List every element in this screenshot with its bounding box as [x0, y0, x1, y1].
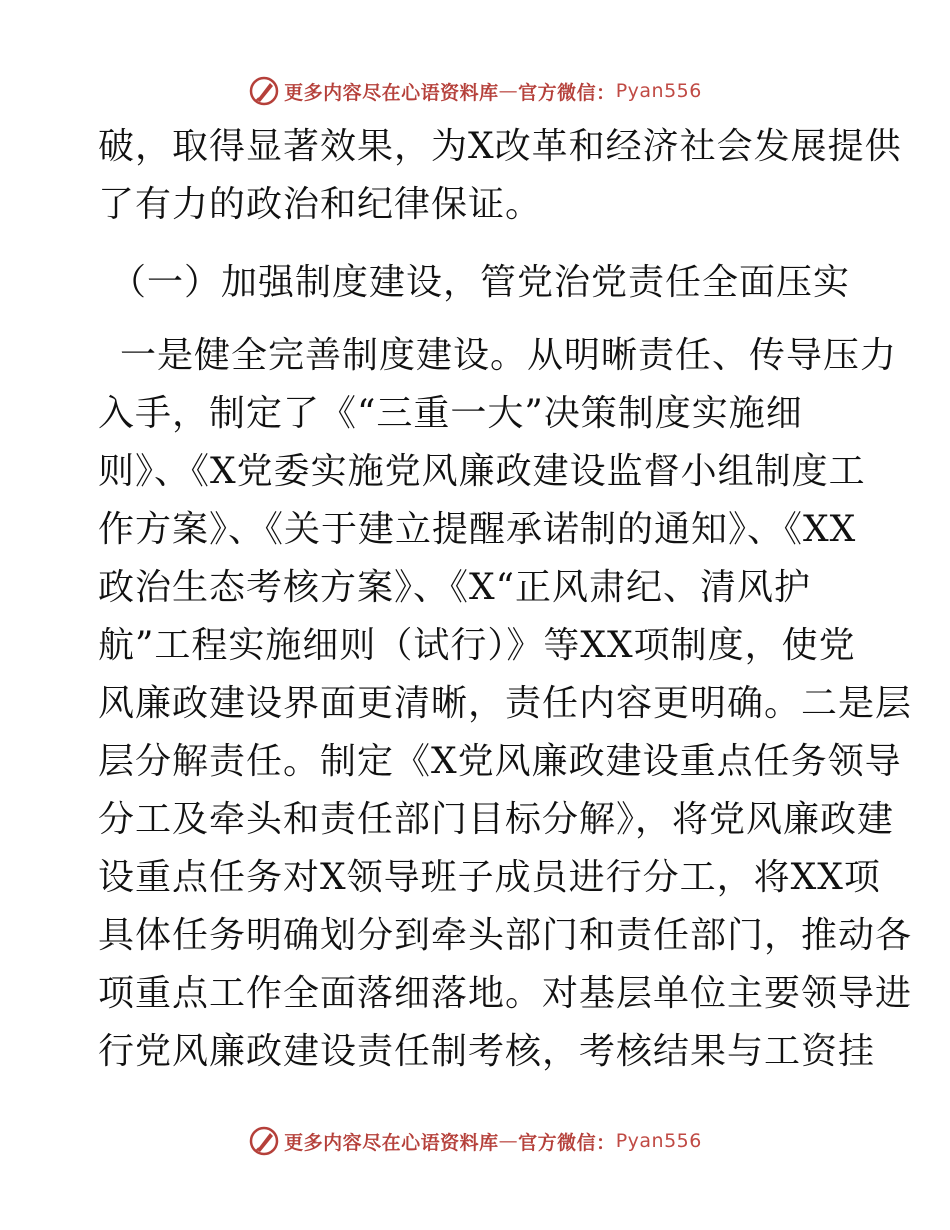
watermark-wechat-label: 官方微信： [518, 81, 616, 104]
quill-pen-icon [248, 1125, 280, 1157]
header-watermark [0, 71, 950, 111]
watermark-wechat-id: Pyan556 [615, 1130, 702, 1152]
watermark-wechat-label: 官方微信： [518, 1131, 616, 1154]
text-line: 层分解责任。制定《X党风廉政建设重点任务领导 [98, 741, 902, 782]
watermark-separator: — [498, 1130, 519, 1152]
text-line: 行党风廉政建设责任制考核，考核结果与工资挂 [98, 1031, 876, 1072]
quill-pen-icon [248, 75, 280, 107]
text-line: 则》、《X党委实施党风廉政建设监督小组制度工 [98, 451, 866, 492]
text-line: 项重点工作全面落细落地。对基层单位主要领导进 [98, 973, 913, 1014]
text-line: 作方案》、《关于建立提醒承诺制的通知》、《XX [98, 509, 857, 550]
text-line: 设重点任务对X领导班子成员进行分工，将XX项 [98, 857, 881, 898]
text-line: 了有力的政治和纪律保证。 [98, 184, 543, 225]
paragraph-start-line: 一是健全完善制度建设。从明晰责任、传导压力 [120, 335, 898, 376]
text-line: 风廉政建设界面更清晰，责任内容更明确。二是层 [98, 683, 913, 724]
watermark-separator: — [498, 80, 519, 102]
footer-watermark [0, 1121, 950, 1161]
watermark-wechat-id: Pyan556 [615, 80, 702, 102]
text-line: 分工及牵头和责任部门目标分解》，将党风廉政建 [98, 799, 895, 840]
text-line: 政治生态考核方案》、《X“正风肃纪、清风护 [98, 567, 812, 608]
watermark-brand: 更多内容尽在心语资料库 [284, 1131, 499, 1154]
text-line: 具体任务明确划分到牵头部门和责任部门，推动各 [98, 915, 913, 956]
section-heading: （一）加强制度建设，管党治党责任全面压实 [110, 262, 851, 303]
text-line: 航”工程实施细则（试行）》等XX项制度，使党 [98, 625, 856, 666]
text-line: 破，取得显著效果，为X改革和经济社会发展提供 [98, 126, 902, 167]
watermark-brand: 更多内容尽在心语资料库 [284, 81, 499, 104]
text-line: 入手，制定了《“三重一大”决策制度实施细 [98, 393, 803, 434]
